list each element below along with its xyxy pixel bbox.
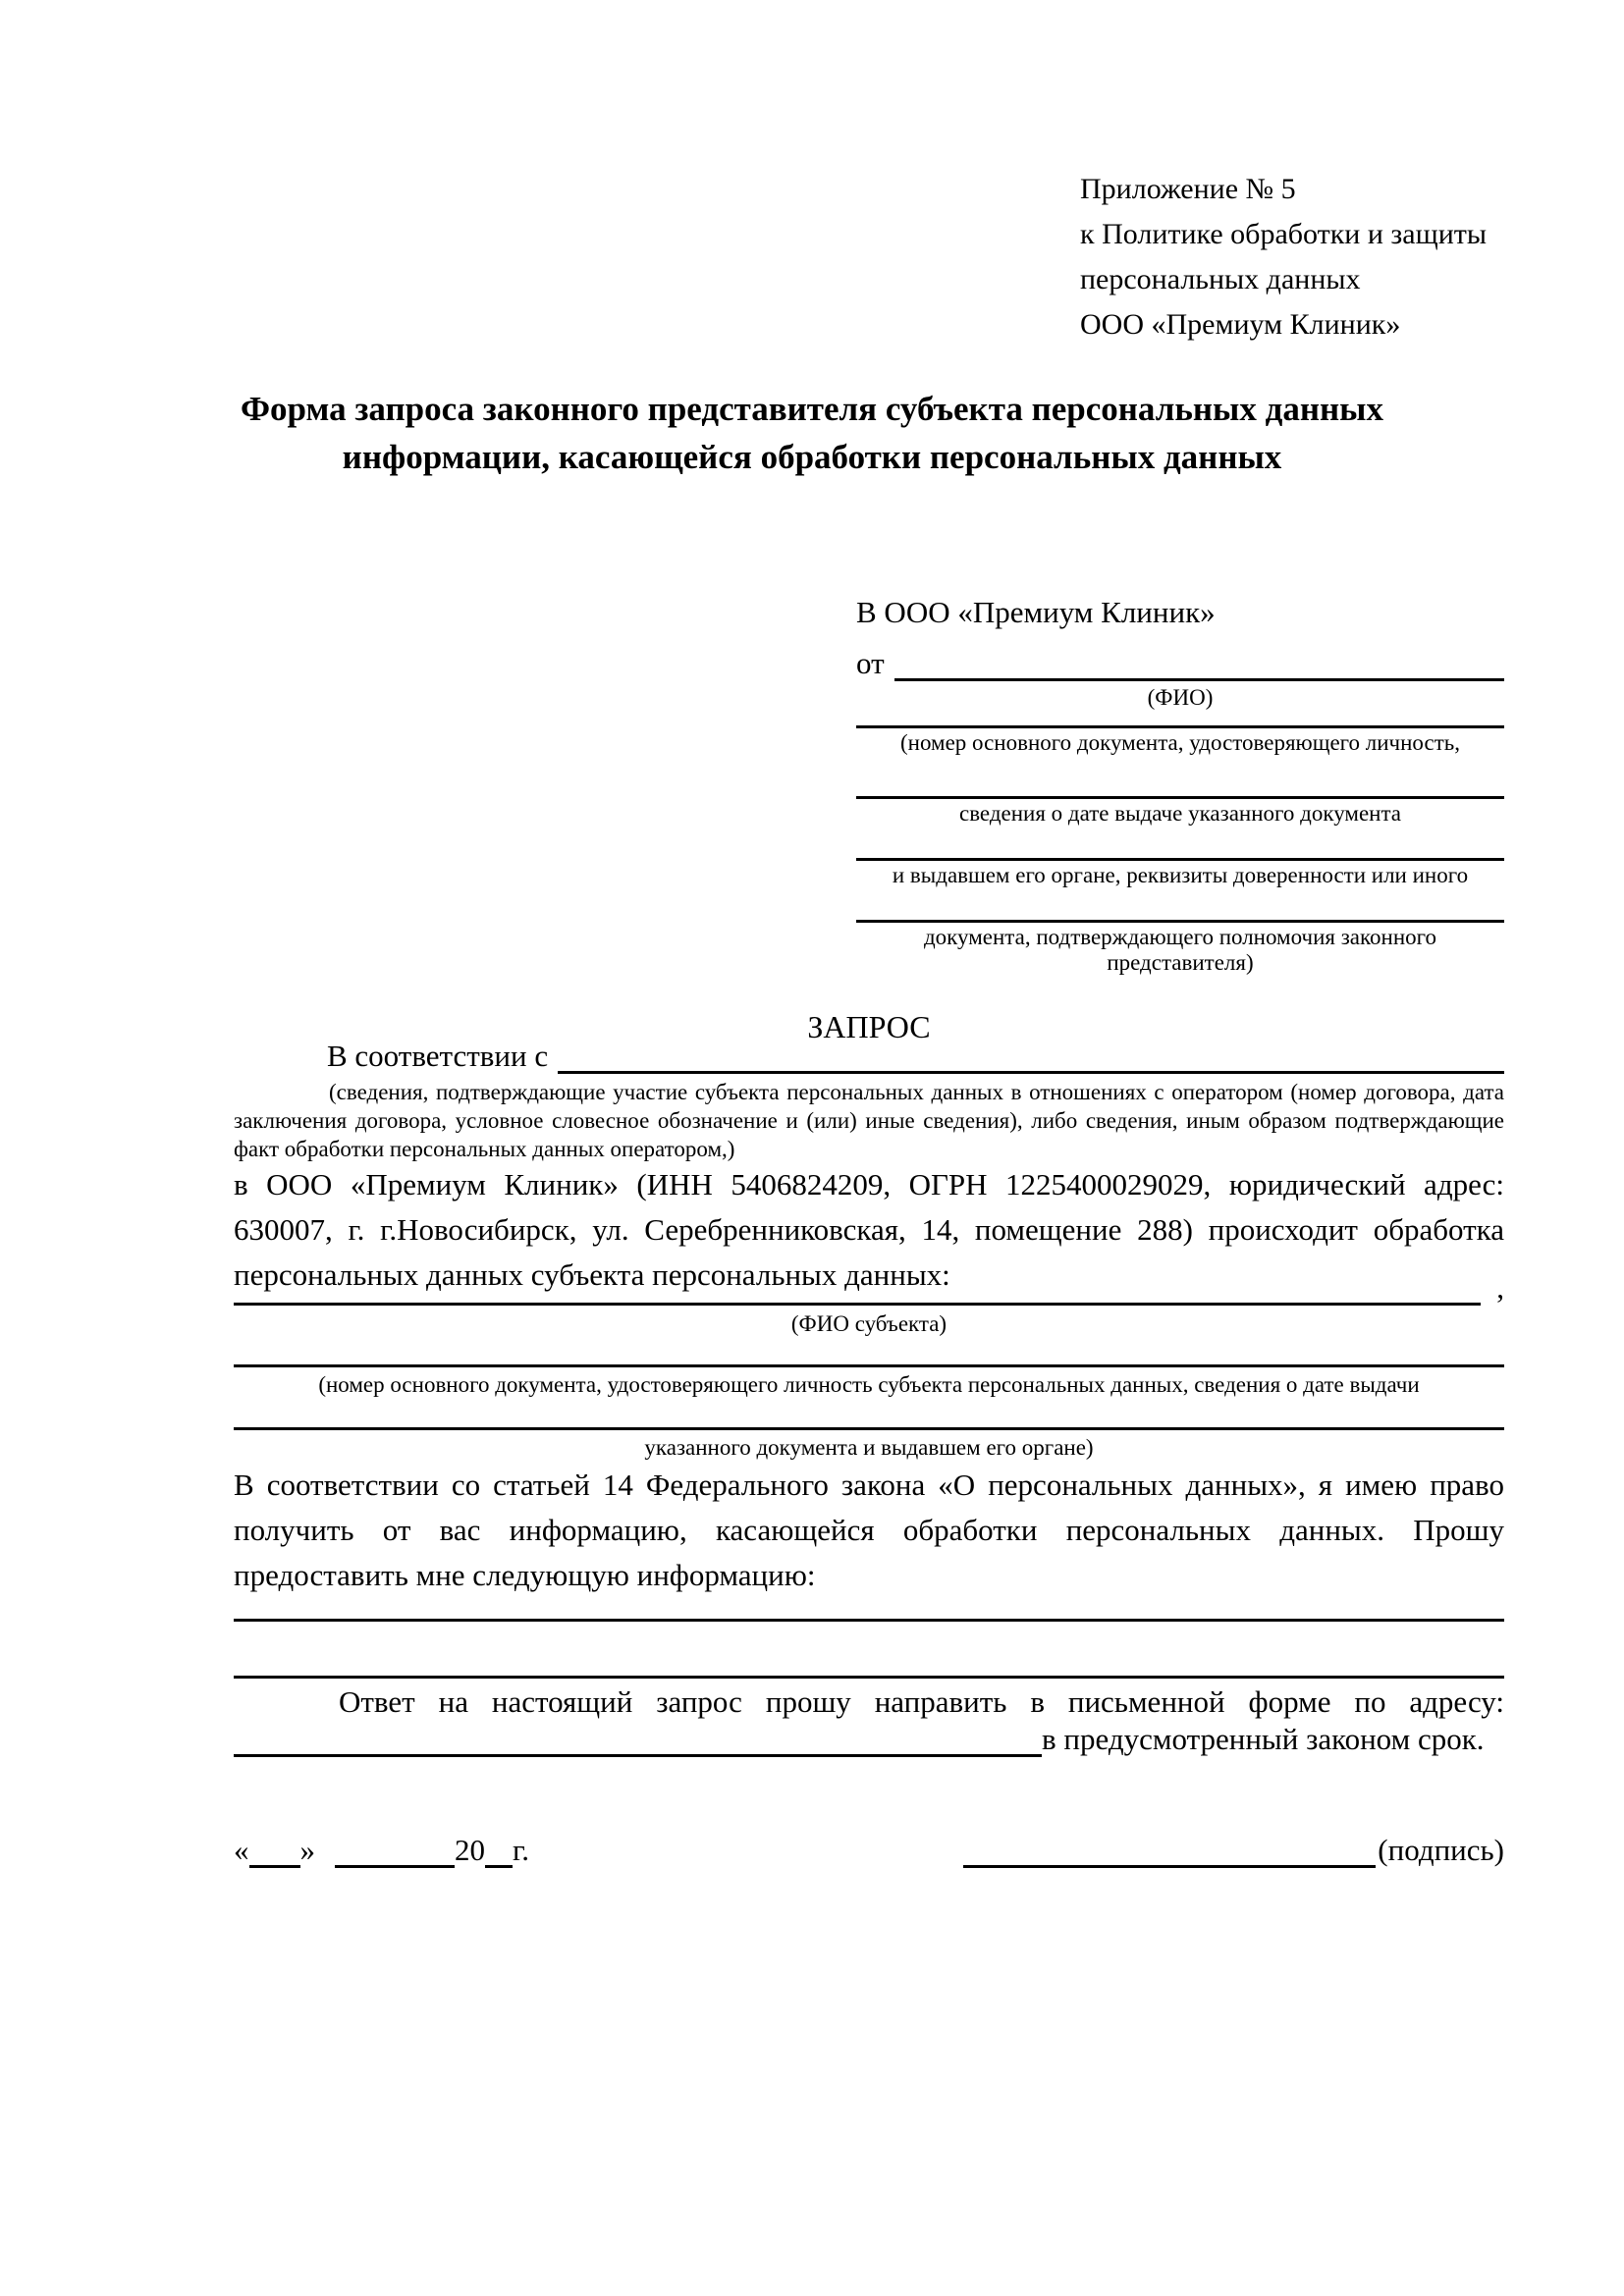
- from-row: [856, 644, 1504, 681]
- appendix-line-2: к Политике обработки и защиты: [1080, 218, 1488, 250]
- appendix-line-1: Приложение № 5: [1080, 173, 1296, 205]
- representative-doc-fill-line-2: [856, 796, 1504, 799]
- basis-label: В соответствии с: [327, 1039, 549, 1073]
- requested-info-fill-line-2: [234, 1676, 1504, 1679]
- appendix-line-4: ООО «Премиум Клиник»: [1080, 308, 1401, 341]
- reply-address-fill-line: [234, 1721, 1042, 1757]
- date-day-fill-line: [249, 1832, 300, 1868]
- requested-info-fill-line-1: [234, 1619, 1504, 1622]
- representative-doc-fill-line-3: [856, 858, 1504, 861]
- date-year-suffix: г.: [513, 1833, 529, 1867]
- date-year-fill-line: [485, 1832, 513, 1868]
- subject-fio-caption: (ФИО субъекта): [790, 1311, 947, 1336]
- representative-fio-fill-line: [894, 643, 1504, 681]
- subject-fio-row: [234, 1270, 1504, 1306]
- date-quote-close: »: [299, 1833, 315, 1867]
- subject-line-suffix: ,: [1496, 1270, 1504, 1305]
- signature-fill-line: [963, 1832, 1376, 1868]
- representative-doc-caption-4: документа, подтверждающего полномочия законного представителя): [923, 925, 1436, 975]
- subject-doc-caption-2: указанного документа и выдавшем его органе): [644, 1435, 1094, 1460]
- addressee-block: [856, 595, 1504, 976]
- representative-doc-caption-1: (номер основного документа, удостоверяющего личность,: [899, 730, 1460, 755]
- signature-row: [234, 1832, 1504, 1868]
- signature-caption: (подпись): [1378, 1833, 1504, 1867]
- appendix-block: [1080, 167, 1542, 347]
- basis-note: (сведения, подтверждающие участие субъекта персональных данных в отношениях с оператором (номер договора, дата заключения договора, условное словесное обозначение и (или) иные сведения), либо сведения, иным образом подтверждающие факт обработки персональных данных оператором,): [234, 1080, 1504, 1161]
- date-year-prefix: 20: [455, 1833, 485, 1867]
- reply-suffix: в предусмотренный законом срок.: [1042, 1722, 1485, 1756]
- reply-address-row: [234, 1720, 1504, 1757]
- subject-doc-caption-1: (номер основного документа, удостоверяющего личность субъекта персональных данных, сведения о дате выдачи: [318, 1372, 1420, 1397]
- representative-doc-fill-line-4: [856, 920, 1504, 923]
- representative-doc-fill-line-1: [856, 725, 1504, 728]
- basis-row: [234, 1039, 1504, 1074]
- reply-sentence: Ответ на настоящий запрос прошу направить в письменной форме по адресу:: [339, 1684, 1504, 1719]
- subject-fio-fill-line: [234, 1273, 1481, 1306]
- representative-doc-caption-3: и выдавшем его органе, реквизиты доверенности или иного: [892, 863, 1469, 887]
- subject-doc-fill-line-2: [234, 1427, 1504, 1430]
- law-paragraph: В соответствии со статьей 14 Федерального закона «О персональных данных», я имею право получить от вас информацию, касающейся обработки персональных данных. Прошу предоставить мне следующую информацию:: [234, 1468, 1504, 1592]
- date-month-fill-line: [335, 1832, 455, 1868]
- representative-doc-caption-2: сведения о дате выдаче указанного документа: [958, 801, 1402, 826]
- request-heading: ЗАПРОС: [807, 1009, 931, 1044]
- date-quote-open: «: [234, 1833, 249, 1867]
- subject-doc-fill-line-1: [234, 1364, 1504, 1367]
- basis-fill-line: [558, 1038, 1504, 1074]
- document-title: Форма запроса законного представителя субъекта персональных данных информации, касающейся обработки персональных данных: [241, 390, 1383, 476]
- appendix-line-3: персональных данных: [1080, 263, 1361, 295]
- from-label: от: [856, 646, 885, 680]
- operator-paragraph: в ООО «Премиум Клиник» (ИНН 5406824209, ОГРН 1225400029029, юридический адрес: 630007, г. г.Новосибирск, ул. Серебренниковская, 14, помещение 288) происходит обработка персональных данных субъекта персональных данных:: [234, 1167, 1504, 1292]
- date-group: [234, 1832, 529, 1868]
- representative-fio-caption: (ФИО): [1147, 685, 1214, 710]
- addressee-organization: В ООО «Премиум Клиник»: [856, 595, 1216, 629]
- signature-group: [963, 1832, 1504, 1868]
